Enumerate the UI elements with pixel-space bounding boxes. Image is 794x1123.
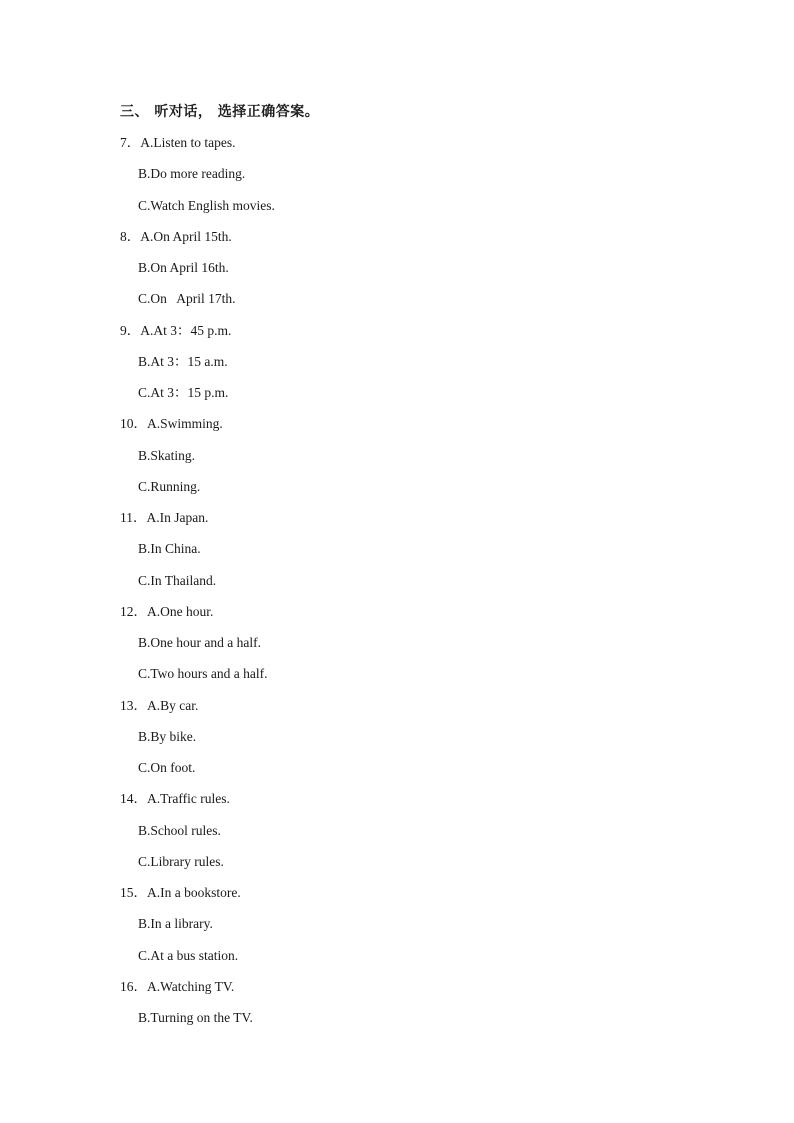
question-9-option-c: C.At 3：15 p.m. bbox=[138, 385, 229, 400]
question-14-option-c: C.Library rules. bbox=[138, 853, 224, 869]
question-12-option-b: B.One hour and a half. bbox=[138, 635, 261, 650]
question-12-option-a: 12．A.One hour. bbox=[120, 603, 214, 619]
question-14-option-a: 14．A.Traffic rules. bbox=[120, 791, 230, 807]
question-8-option-a: 8．A.On April 15th. bbox=[120, 228, 232, 244]
question-15-option-b: B.In a library. bbox=[138, 916, 213, 932]
question-8-option-c: C.On April 17th. bbox=[138, 291, 236, 307]
question-7-option-c: C.Watch English movies. bbox=[138, 197, 275, 213]
question-13-option-b: B.By bike. bbox=[138, 728, 197, 744]
question-9-option-b: B.At 3：15 a.m. bbox=[138, 353, 228, 369]
question-13-option-c: C.On foot. bbox=[138, 760, 196, 775]
question-14-option-b: B.School rules. bbox=[138, 822, 221, 838]
question-16-option-b: B.Turning on the TV. bbox=[138, 1010, 253, 1025]
question-15-option-a: 15．A.In a bookstore. bbox=[120, 885, 241, 900]
question-8-option-b: B.On April 16th. bbox=[138, 260, 229, 275]
question-11-option-a: 11．A.In Japan. bbox=[120, 510, 209, 525]
question-7-option-a: 7．A.Listen to tapes. bbox=[120, 135, 236, 150]
question-16-option-a: 16．A.Watching TV. bbox=[120, 978, 235, 994]
question-7-option-b: B.Do more reading. bbox=[138, 166, 246, 182]
section-title: 三、 听对话， 选择正确答案。 bbox=[120, 104, 320, 120]
question-12-option-c: C.Two hours and a half. bbox=[138, 666, 268, 682]
question-11-option-b: B.In China. bbox=[138, 541, 201, 557]
question-10-option-a: 10．A.Swimming. bbox=[120, 416, 223, 432]
question-15-option-c: C.At a bus station. bbox=[138, 947, 239, 963]
question-list bbox=[120, 132, 275, 1038]
question-9-option-a: 9．A.At 3：45 p.m. bbox=[120, 322, 232, 338]
question-11-option-c: C.In Thailand. bbox=[138, 572, 217, 588]
question-10-option-b: B.Skating. bbox=[138, 447, 196, 463]
question-13-option-a: 13．A.By car. bbox=[120, 697, 199, 713]
question-10-option-c: C.Running. bbox=[138, 478, 201, 494]
